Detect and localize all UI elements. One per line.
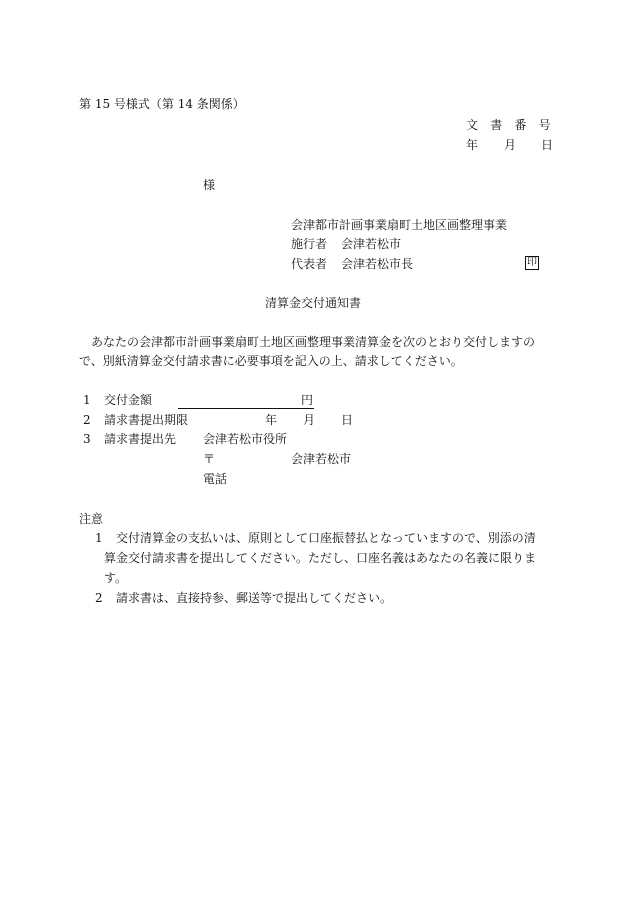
deadline-year: 年 xyxy=(265,413,278,427)
deadline-month: 月 xyxy=(303,413,316,427)
amount-unit: 円 xyxy=(301,393,314,407)
date-day: 日 xyxy=(541,138,554,152)
item-3-label: 請求書提出先 xyxy=(104,432,177,446)
form-number: 第 15 号様式（第 14 条関係） xyxy=(79,97,245,111)
representative-name: 会津若松市長 xyxy=(341,257,414,271)
document-number-label: 文 書 番 号 xyxy=(466,118,555,132)
phone-label: 電話 xyxy=(203,472,228,486)
item-3-number: 3 xyxy=(83,432,91,446)
body-line-2: で、別紙清算金交付請求書に必要事項を記入の上、請求してください。 xyxy=(79,354,463,368)
body-line-1: あなたの会津都市計画事業扇町土地区画整理事業清算金を次のとおり交付しますの xyxy=(91,335,536,349)
note-1-number: 1 xyxy=(95,531,103,545)
recipient-suffix: 様 xyxy=(203,178,216,192)
note-2-number: 2 xyxy=(95,591,103,605)
executor-label: 施行者 xyxy=(291,237,328,251)
document-title: 清算金交付通知書 xyxy=(265,296,362,310)
note-2-text: 請求書は、直接持参、郵送等で提出してください。 xyxy=(116,591,393,605)
item-2-number: 2 xyxy=(83,413,91,427)
submission-place: 会津若松市役所 xyxy=(203,432,288,446)
item-1-label: 交付金額 xyxy=(104,393,153,407)
executor-name: 会津若松市 xyxy=(341,237,402,251)
amount-blank-line xyxy=(178,408,314,409)
project-name: 会津都市計画事業扇町土地区画整理事業 xyxy=(291,218,508,232)
note-1-line-2: 算金交付請求書を提出してください。ただし、口座名義はあなたの名義に限りま xyxy=(104,551,537,565)
item-2-label: 請求書提出期限 xyxy=(104,413,189,427)
date-month: 月 xyxy=(504,138,517,152)
postal-mark: 〒 xyxy=(203,452,216,466)
notes-heading: 注意 xyxy=(79,512,104,526)
deadline-day: 日 xyxy=(341,413,354,427)
submission-city: 会津若松市 xyxy=(291,452,352,466)
representative-label: 代表者 xyxy=(291,257,328,271)
item-1-number: 1 xyxy=(83,393,91,407)
note-1-line-3: す。 xyxy=(104,571,128,585)
seal-mark: 印 xyxy=(527,257,537,268)
note-1-line-1: 交付清算金の支払いは、原則として口座振替払となっていますので、別添の清 xyxy=(116,531,536,545)
date-year: 年 xyxy=(466,138,479,152)
